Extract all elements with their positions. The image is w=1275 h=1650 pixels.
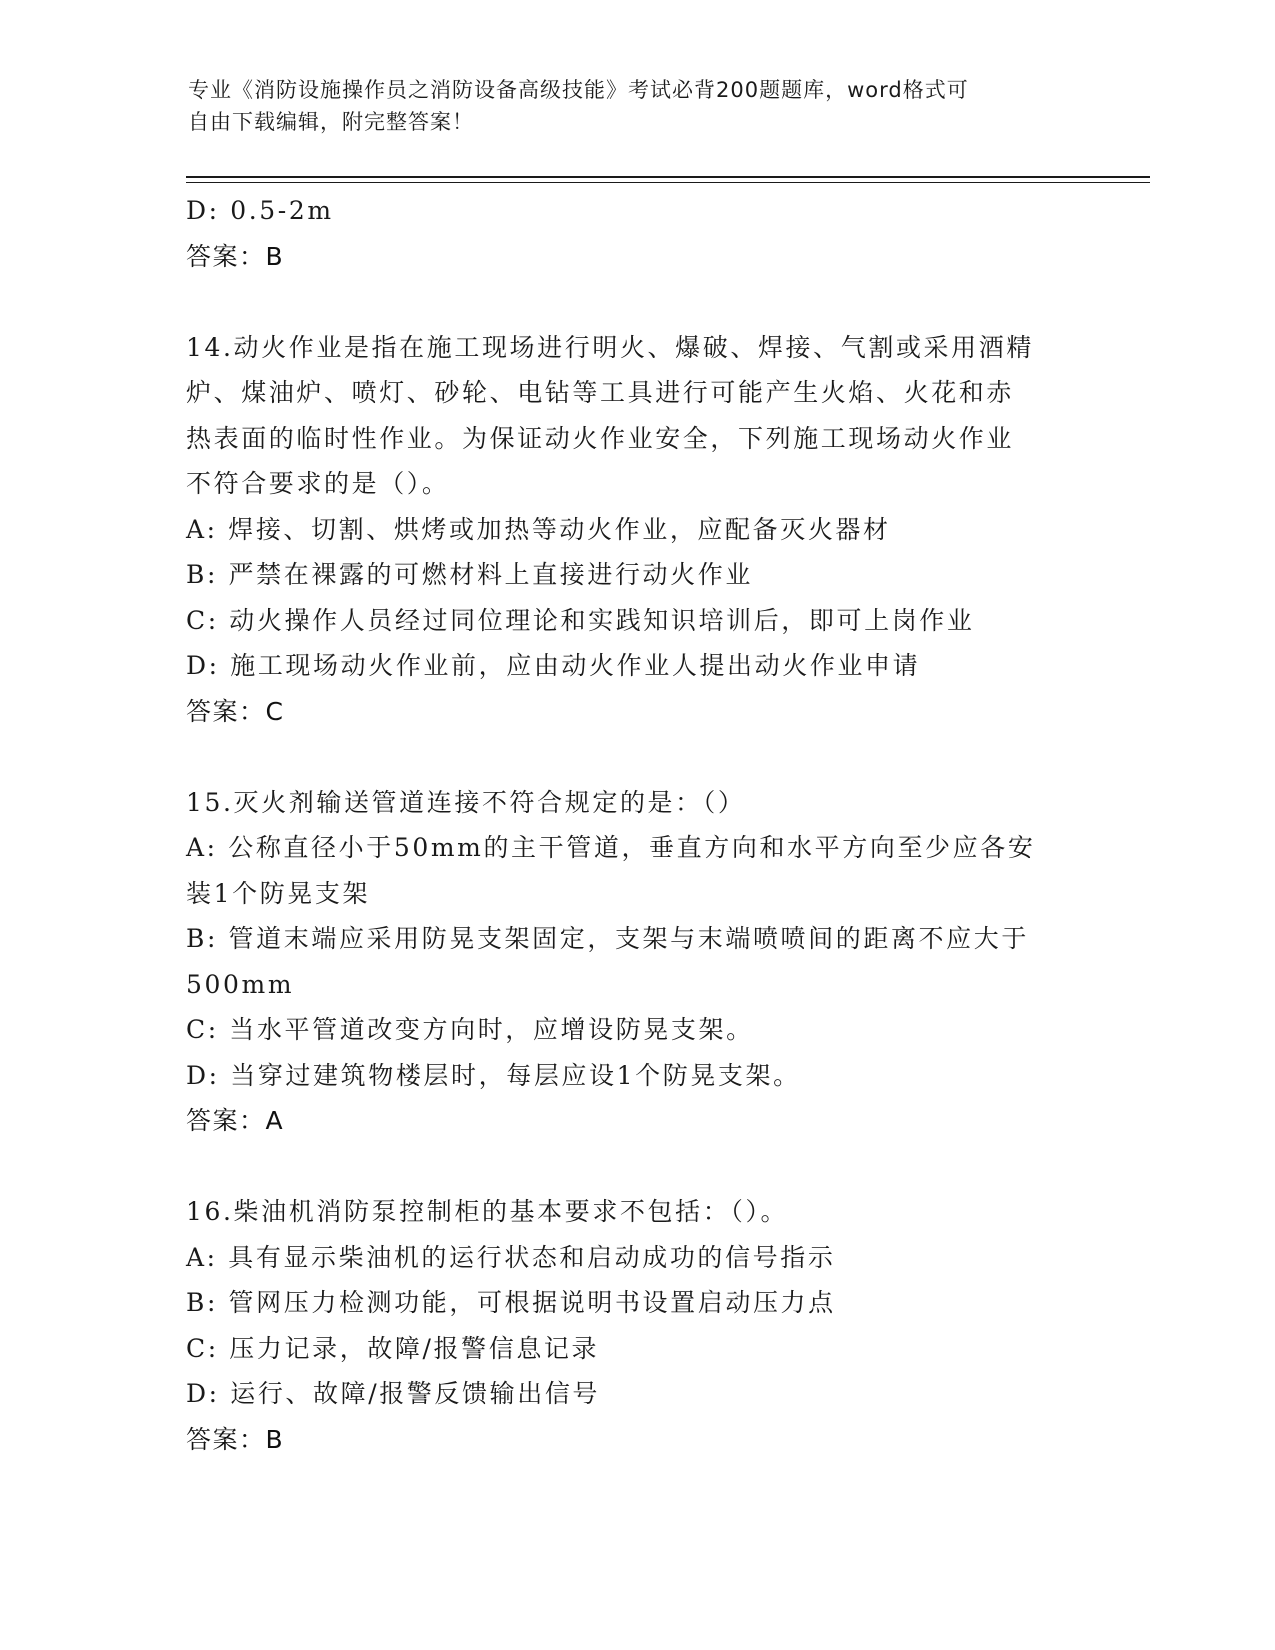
option-d: D: 施工现场动火作业前，应由动火作业人提出动火作业申请 xyxy=(186,651,921,680)
answer-line: 答案：B xyxy=(186,241,285,271)
option-a: A: 公称直径小于50mm的主干管道，垂直方向和水平方向至少应各安 xyxy=(186,833,1036,862)
question-block-13 xyxy=(186,188,1086,279)
question-block-14 xyxy=(186,325,1086,735)
option-a: A: 焊接、切割、烘烤或加热等动火作业，应配备灭火器材 xyxy=(186,514,891,544)
question-stem-line: 热表面的临时性作业。为保证动火作业安全，下列施工现场动火作业 xyxy=(186,423,1015,453)
option-d: D: 当穿过建筑物楼层时，每层应设1个防晃支架。 xyxy=(186,1060,801,1090)
answer-line: 答案：C xyxy=(186,696,285,726)
document-header xyxy=(188,74,1068,138)
option-d: D: 运行、故障/报警反馈输出信号 xyxy=(186,1379,601,1408)
answer-line: 答案：A xyxy=(186,1106,285,1135)
spacer xyxy=(186,279,1086,325)
option-a: A: 具有显示柴油机的运行状态和启动成功的信号指示 xyxy=(186,1242,836,1272)
header-divider-thick xyxy=(186,176,1150,178)
option-c: C: 当水平管道改变方向时，应增设防晃支架。 xyxy=(186,1015,754,1044)
answer-line: 答案：B xyxy=(186,1424,285,1454)
option-a-continued: 装1个防晃支架 xyxy=(186,878,371,908)
option-b: B: 管网压力检测功能，可根据说明书设置启动压力点 xyxy=(186,1288,836,1317)
question-stem-line: 15.灭火剂输送管道连接不符合规定的是：（） xyxy=(186,787,746,817)
question-block-15 xyxy=(186,780,1086,1144)
option-b-continued: 500mm xyxy=(186,969,295,999)
header-line-2: 自由下载编辑，附完整答案！ xyxy=(188,110,474,134)
option-d: D: 0.5-2m xyxy=(186,196,334,225)
question-block-16 xyxy=(186,1189,1086,1462)
header-divider-thin xyxy=(186,182,1150,183)
question-stem-line: 16.柴油机消防泵控制柜的基本要求不包括：（）。 xyxy=(186,1197,789,1226)
option-b: B: 严禁在裸露的可燃材料上直接进行动火作业 xyxy=(186,560,753,589)
question-stem-line: 14.动火作业是指在施工现场进行明火、爆破、焊接、气割或采用酒精 xyxy=(186,332,1034,362)
option-b: B: 管道末端应采用防晃支架固定，支架与末端喷喷间的距离不应大于 xyxy=(186,924,1029,953)
question-stem-line: 炉、煤油炉、喷灯、砂轮、电钻等工具进行可能产生火焰、火花和赤 xyxy=(186,378,1015,407)
question-list xyxy=(186,188,1086,1462)
spacer xyxy=(186,1144,1086,1190)
question-stem-line: 不符合要求的是（）。 xyxy=(186,469,450,498)
option-c: C: 压力记录，故障/报警信息记录 xyxy=(186,1333,600,1363)
spacer xyxy=(186,734,1086,780)
option-c: C: 动火操作人员经过同位理论和实践知识培训后，即可上岗作业 xyxy=(186,605,975,635)
header-line-1: 专业《消防设施操作员之消防设备高级技能》考试必背200题题库，word格式可 xyxy=(188,78,969,102)
